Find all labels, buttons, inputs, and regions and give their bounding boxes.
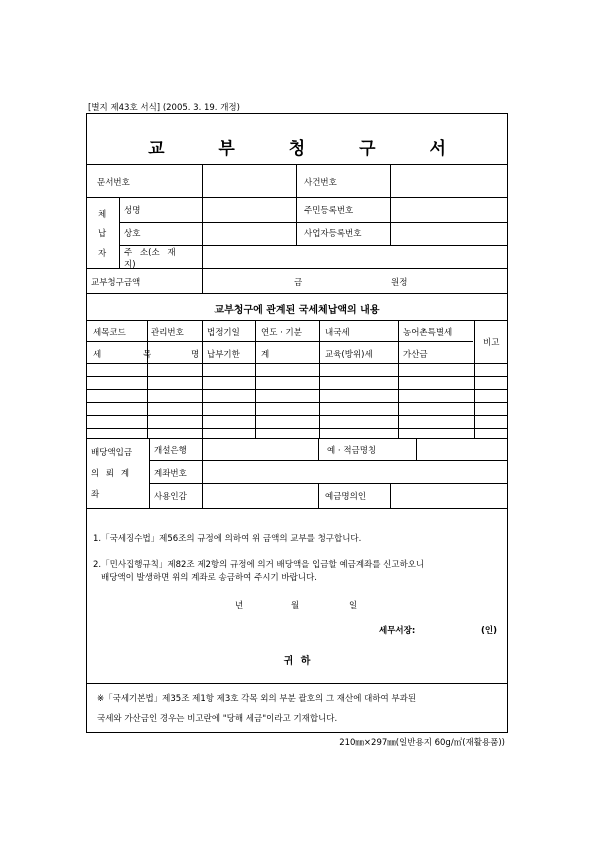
- tax-header-legal-date: 법정기일: [207, 328, 240, 338]
- request-paragraph-2-line-2: 배당액이 발생하면 위의 계좌로 송금하여 주시기 바랍니다.: [101, 573, 317, 583]
- case-no-label: 사건번호: [304, 178, 337, 188]
- deposit-side-label-1: 배당액입금: [91, 448, 133, 458]
- date-day-label: 일: [349, 601, 358, 611]
- tax-header-surcharge: 가산금: [403, 350, 428, 360]
- resident-no-label: 주민등록번호: [304, 206, 354, 216]
- tax-header-note: 비고: [483, 338, 500, 348]
- recipient-label: 귀 하: [283, 656, 311, 667]
- amount-label: 교부청구금액: [91, 278, 141, 288]
- seal-label: 사용인감: [154, 492, 187, 502]
- deposit-side-label-2: 의 뢰 계: [91, 469, 130, 479]
- request-paragraph-2-line-1: 2.「민사집행규칙」제82조 제2항의 규정에 의거 배당액을 입금할 예금계좌를 신고하오니: [93, 560, 425, 570]
- tax-header-name-3: 명: [191, 350, 200, 360]
- tax-header-domestic: 내국세: [325, 328, 350, 338]
- paper-spec-footer: 210㎜×297㎜(일반용지 60g/㎡(재활용품)): [339, 738, 505, 748]
- request-paragraph-1: 1.「국세징수법」제56조의 규정에 의하여 위 금액의 교부를 청구합니다.: [93, 534, 362, 544]
- tax-header-name-2: 목: [143, 350, 152, 360]
- business-no-label: 사업자등록번호: [304, 229, 362, 239]
- tax-header-year-period: 연도 · 기분: [261, 328, 302, 338]
- bank-label: 개설은행: [154, 446, 187, 456]
- address-label-2: 지): [124, 260, 136, 270]
- account-no-label: 계좌번호: [154, 469, 187, 479]
- address-label-1: 주 소(소 재: [124, 248, 176, 258]
- amount-gold-label: 금: [294, 278, 303, 288]
- form-number-note: [별지 제43호 서식] (2005. 3. 19. 개정): [88, 103, 240, 113]
- form-frame: [86, 113, 508, 733]
- deposit-type-label: 예 · 적금명칭: [327, 446, 377, 456]
- form-title: 교 부 청 구 서: [148, 139, 470, 159]
- tax-header-total: 계: [261, 350, 270, 360]
- name-label: 성명: [124, 206, 141, 216]
- tax-header-code: 세목코드: [93, 328, 126, 338]
- deposit-side-label-3: 좌: [91, 490, 100, 500]
- taxpayer-label-3: 자: [98, 249, 107, 259]
- tax-header-name-1: 세: [93, 350, 102, 360]
- trade-name-label: 상호: [124, 229, 141, 239]
- notice-line-1: ※「국세기본법」제35조 제1항 제3호 각목 외의 부분 괄호의 그 재산에 대하여 부과된: [97, 694, 417, 704]
- account-holder-label: 예금명의인: [325, 492, 367, 502]
- tax-header-due-date: 납부기한: [207, 350, 240, 360]
- date-year-label: 년: [235, 601, 244, 611]
- amount-won-label: 원정: [391, 278, 408, 288]
- section-title: 교부청구에 관계된 국세체납액의 내용: [214, 305, 380, 316]
- signer-label: 세무서장:: [379, 626, 416, 636]
- date-month-label: 월: [291, 601, 300, 611]
- tax-header-education: 교육(방위)세: [325, 350, 373, 360]
- tax-header-mgmt-no: 관리번호: [151, 328, 184, 338]
- notice-line-2: 국세와 가산금인 경우는 비고란에 "당해 세금"이라고 기재합니다.: [97, 714, 338, 724]
- taxpayer-label-1: 체: [98, 210, 107, 220]
- doc-no-label: 문서번호: [97, 178, 130, 188]
- seal-mark: (인): [481, 626, 497, 636]
- taxpayer-label-2: 납: [98, 229, 107, 239]
- tax-header-rural: 농어촌특별세: [403, 328, 453, 338]
